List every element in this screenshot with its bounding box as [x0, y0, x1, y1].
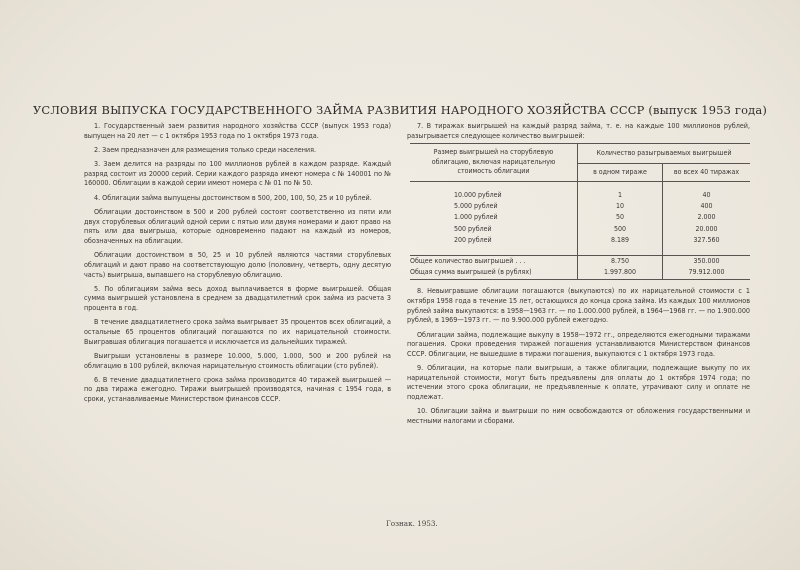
one-draw-cell: 500 — [578, 224, 663, 235]
total-sum-one-draw: 1.997.800 — [578, 267, 663, 280]
clause-4-paragraph-3: Облигации достоинством в 50, 25 и 10 рублей являются частями сторублевых облигаций и дают право на соответствующую долю (половину, четверть, одну десятую часть) выигрыша, выпавшего на сторублевую облигацию. — [84, 250, 391, 279]
clause-4-paragraph-2: Облигации достоинством в 500 и 200 рублей состоят соответственно из пяти или двух сторублевых облигаций одной серии с пятью или двумя номерами и дают право на пять или два выигрыша, которые одновременно падают на каждый из номеров, обозначенных на облигации. — [84, 206, 391, 245]
prize-table — [410, 143, 750, 280]
right-column — [407, 121, 750, 430]
document-title: УСЛОВИЯ ВЫПУСКА ГОСУДАРСТВЕННОГО ЗАЙМА РАЗВИТИЯ НАРОДНОГО ХОЗЯЙСТВА СССР (выпуск 1953 года) — [33, 103, 767, 117]
table-header-all-draws: во всех 40 тиражах — [663, 163, 751, 181]
all-draws-cell: 400 — [700, 201, 713, 210]
all-draws-cell: 2.000 — [697, 213, 716, 222]
clause-5-paragraph-2: В течение двадцатилетнего срока займа выигрывает 35 процентов всех облигаций, а остальные 65 процентов облигаций погашаются по их нарицательной стоимости. Выигравшая облигация погашается и исключается из дальнейших тиражей. — [84, 317, 391, 346]
table-header-prize-count: Количество разыгрываемых выигрышей — [578, 144, 751, 164]
clause-5: 5. По облигациям займа весь доход выплачивается в форме выигрышей. Общая сумма выигрышей установлена в среднем за двадцатилетний срок займа из расчета 3 процента в год. — [84, 283, 391, 313]
total-count-label: Общее количество выигрышей . . . — [410, 255, 578, 267]
table-header-prize-size: Размер выигрышей на сторублевую облигацию, включая нарицательную стоимость облигации — [410, 144, 578, 181]
table-header-one-draw: в одном тираже — [578, 163, 663, 181]
prize-size-cell: 10.000 рублей — [410, 190, 578, 201]
clause-8-paragraph-2: Облигации займа, подлежащие выкупу в 1958—1972 гг., определяются ежегодными тиражами погашения. Сроки проведения тиражей погашения устанавливаются Министерством финансов СССР. Облигации, не вышедшие в тиражи погашения, выкупаются с 1 октября 1973 года. — [407, 329, 750, 358]
one-draw-cell: 50 — [578, 212, 663, 223]
all-draws-cell: 327.560 — [693, 236, 720, 245]
clause-9: 9. Облигации, на которые пали выигрыши, а также облигации, подлежащие выкупу по их нарицательной стоимости, могут быть предъявлены для оплаты до 1 октября 1974 года; по истечении этого срока облигации, не предъявленные к оплате, утрачивают силу и оплате не подлежат. — [407, 363, 750, 402]
one-draw-cell: 1 — [578, 190, 663, 201]
prize-size-cell: 500 рублей — [410, 224, 578, 235]
one-draw-cell: 10 — [578, 201, 663, 212]
clause-4: 4. Облигации займа выпущены достоинством в 500, 200, 100, 50, 25 и 10 рублей. — [94, 192, 372, 202]
one-draw-cell: 8.189 — [578, 235, 663, 246]
table-row — [410, 235, 750, 246]
table-total-sum-row — [410, 267, 750, 280]
clause-1: 1. Государственный заем развития народного хозяйства СССР (выпуск 1953 года) выпущен на 20 лет — с 1 октября 1953 года по 1 октября 1973 года. — [84, 121, 391, 140]
table-total-count-row — [410, 255, 750, 267]
table-row — [410, 201, 750, 212]
left-column — [84, 121, 391, 408]
clause-3: 3. Заем делится на разряды по 100 миллионов рублей в каждом разряде. Каждый разряд состоит из 20000 серий. Серии каждого разряда имеют номера с № 140001 по № 160000. Облигации в каждой серии имеют номера с № 01 по № 50. — [84, 159, 391, 188]
clause-8: 8. Невыигравшие облигации погашаются (выкупаются) по их нарицательной стоимости с 1 октября 1958 года в течение 15 лет, остающихся до конца срока займа. Из каждых 100 миллионов рублей займа выкупаются: в 1958—1963 гг. — по 1.000.000 рублей, в 1964—1968 гг. — по 1.900.000 рублей, в 1969—1973 гг. — по 9.900.000 рублей ежегодно. — [407, 286, 750, 325]
printer-imprint: Гознак. 1953. — [386, 519, 438, 528]
total-count-one-draw: 8.750 — [578, 255, 663, 267]
table-row — [410, 224, 750, 235]
total-sum-all-draws: 79.912.000 — [663, 267, 751, 280]
table-row — [410, 190, 750, 201]
clause-2: 2. Заем предназначен для размещения только среди населения. — [94, 144, 316, 154]
all-draws-cell: 40 — [702, 190, 711, 199]
total-count-all-draws: 350.000 — [663, 255, 751, 267]
prize-size-cell: 1.000 рублей — [410, 212, 578, 223]
all-draws-cell: 20.000 — [695, 224, 718, 233]
clause-6: 6. В течение двадцатилетнего срока займа производится 40 тиражей выигрышей — по два тиража ежегодно. Тиражи выигрышей производятся, начиная с 1954 года, в сроки, устанавливаемые Министерством финансов СССР. — [84, 374, 391, 404]
total-sum-label: Общая сумма выигрышей (в рублях) — [410, 267, 578, 280]
table-row — [410, 212, 750, 223]
clause-5-paragraph-3: Выигрыши установлены в размере 10.000, 5.000, 1.000, 500 и 200 рублей на облигацию в 100 рублей, включая нарицательную стоимость облигации (сто рублей). — [84, 350, 391, 370]
clause-7: 7. В тиражах выигрышей на каждый разряд займа, т. е. на каждые 100 миллионов рублей, разыгрывается следующее количество выигрышей: — [407, 121, 750, 140]
prize-size-cell: 200 рублей — [410, 235, 578, 246]
prize-size-cell: 5.000 рублей — [410, 201, 578, 212]
clause-10: 10. Облигации займа и выигрыши по ним освобождаются от обложения государственными и местными налогами и сборами. — [407, 406, 750, 426]
